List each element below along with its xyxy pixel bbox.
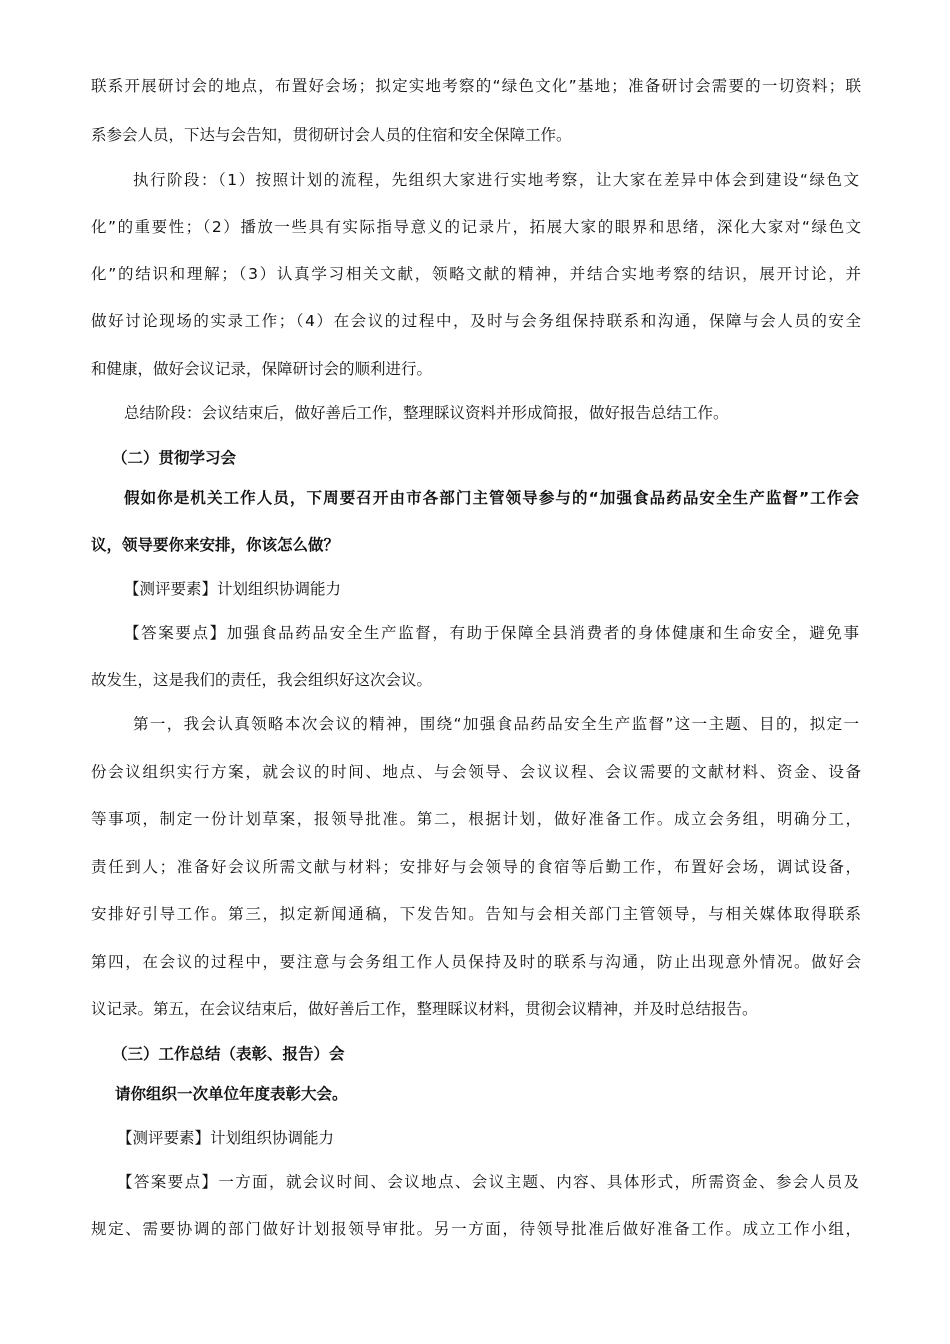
paragraph-line: 等事项，制定一份计划草案，报领导批准。第二，根据计划，做好准备工作。成立会务组，明确分工， bbox=[91, 810, 861, 828]
paragraph-line: 安排好引导工作。第三，拟定新闻通稿，下发告知。告知与会相关部门主管领导，与相关媒体取得联系 bbox=[91, 905, 861, 923]
answer-line: 【答案要点】加强食品药品安全生产监督，有助于保障全县消费者的身体健康和生命安全，避免事 bbox=[124, 624, 859, 642]
paragraph-line: 做好讨论现场的实录工作；（4）在会议的过程中，及时与会务组保持联系和沟通，保障与会人员的安全 bbox=[91, 312, 861, 330]
paragraph-line: 和健康，做好会议记录，保障研讨会的顺利进行。 bbox=[91, 360, 433, 378]
paragraph-line: 化”的结识和理解；（3）认真学习相关文献，领略文献的精神，并结合实地考察的结识，展开讨论，并 bbox=[91, 265, 861, 283]
answer-line: 【答案要点】一方面，就会议时间、会议地点、会议主题、内容、具体形式，所需资金、参会人员及 bbox=[117, 1173, 859, 1191]
paragraph-line: 第四，在会议的过程中，要注意与会务组工作人员保持及时的联系与沟通，防止出现意外情况。做好会 bbox=[91, 953, 861, 971]
question-text: 请你组织一次单位年度表彰大会。 bbox=[115, 1085, 348, 1103]
section-heading: （二）贯彻学习会 bbox=[112, 449, 237, 467]
answer-line: 故发生，这是我们的责任，我会组织好这次会议。 bbox=[91, 671, 433, 689]
paragraph-line: 议记录。第五，在会议结束后，做好善后工作，整理睬议材料，贯彻会议精神，并及时总结报告。 bbox=[91, 1000, 758, 1018]
paragraph-line: 执行阶段：（1）按照计划的流程，先组织大家进行实地考察，让大家在差异中体会到建设“绿色文 bbox=[133, 171, 859, 189]
question-text: 假如你是机关工作人员，下周要召开由市各部门主管领导参与的“加强食品药品安全生产监督”工作会 bbox=[124, 489, 859, 507]
paragraph-line: 份会议组织实行方案，就会议的时间、地点、与会领导、会议议程、会议需要的文献材料、资金、设备 bbox=[91, 763, 861, 781]
section-heading: （三）工作总结（表彰、报告）会 bbox=[112, 1045, 345, 1063]
evaluation-factor: 【测评要素】计划组织协调能力 bbox=[124, 580, 342, 598]
paragraph-line: 化”的重要性；（2）播放一些具有实际指导意义的记录片，拓展大家的眼界和思绪，深化大家对“绿色文 bbox=[91, 218, 861, 236]
evaluation-factor: 【测评要素】计划组织协调能力 bbox=[117, 1129, 335, 1147]
paragraph-line: 系参会人员，下达与会告知，贯彻研讨会人员的住宿和安全保障工作。 bbox=[91, 126, 572, 144]
paragraph-line: 联系开展研讨会的地点，布置好会场；拟定实地考察的“绿色文化”基地；准备研讨会需要的一切资料；联 bbox=[91, 77, 861, 95]
paragraph-line: 总结阶段：会议结束后，做好善后工作，整理睬议资料并形成简报，做好报告总结工作。 bbox=[124, 404, 729, 422]
answer-line: 规定、需要协调的部门做好计划报领导审批。另一方面，待领导批准后做好准备工作。成立工作小组， bbox=[91, 1220, 861, 1238]
question-text: 议，领导要你来安排，你该怎么做？ bbox=[91, 536, 340, 554]
paragraph-line: 责任到人；准备好会议所需文献与材料；安排好与会领导的食宿等后勤工作，布置好会场，调试设备， bbox=[91, 858, 861, 876]
paragraph-line: 第一，我会认真领略本次会议的精神，围绕“加强食品药品安全生产监督”这一主题、目的，拟定一 bbox=[133, 715, 859, 733]
